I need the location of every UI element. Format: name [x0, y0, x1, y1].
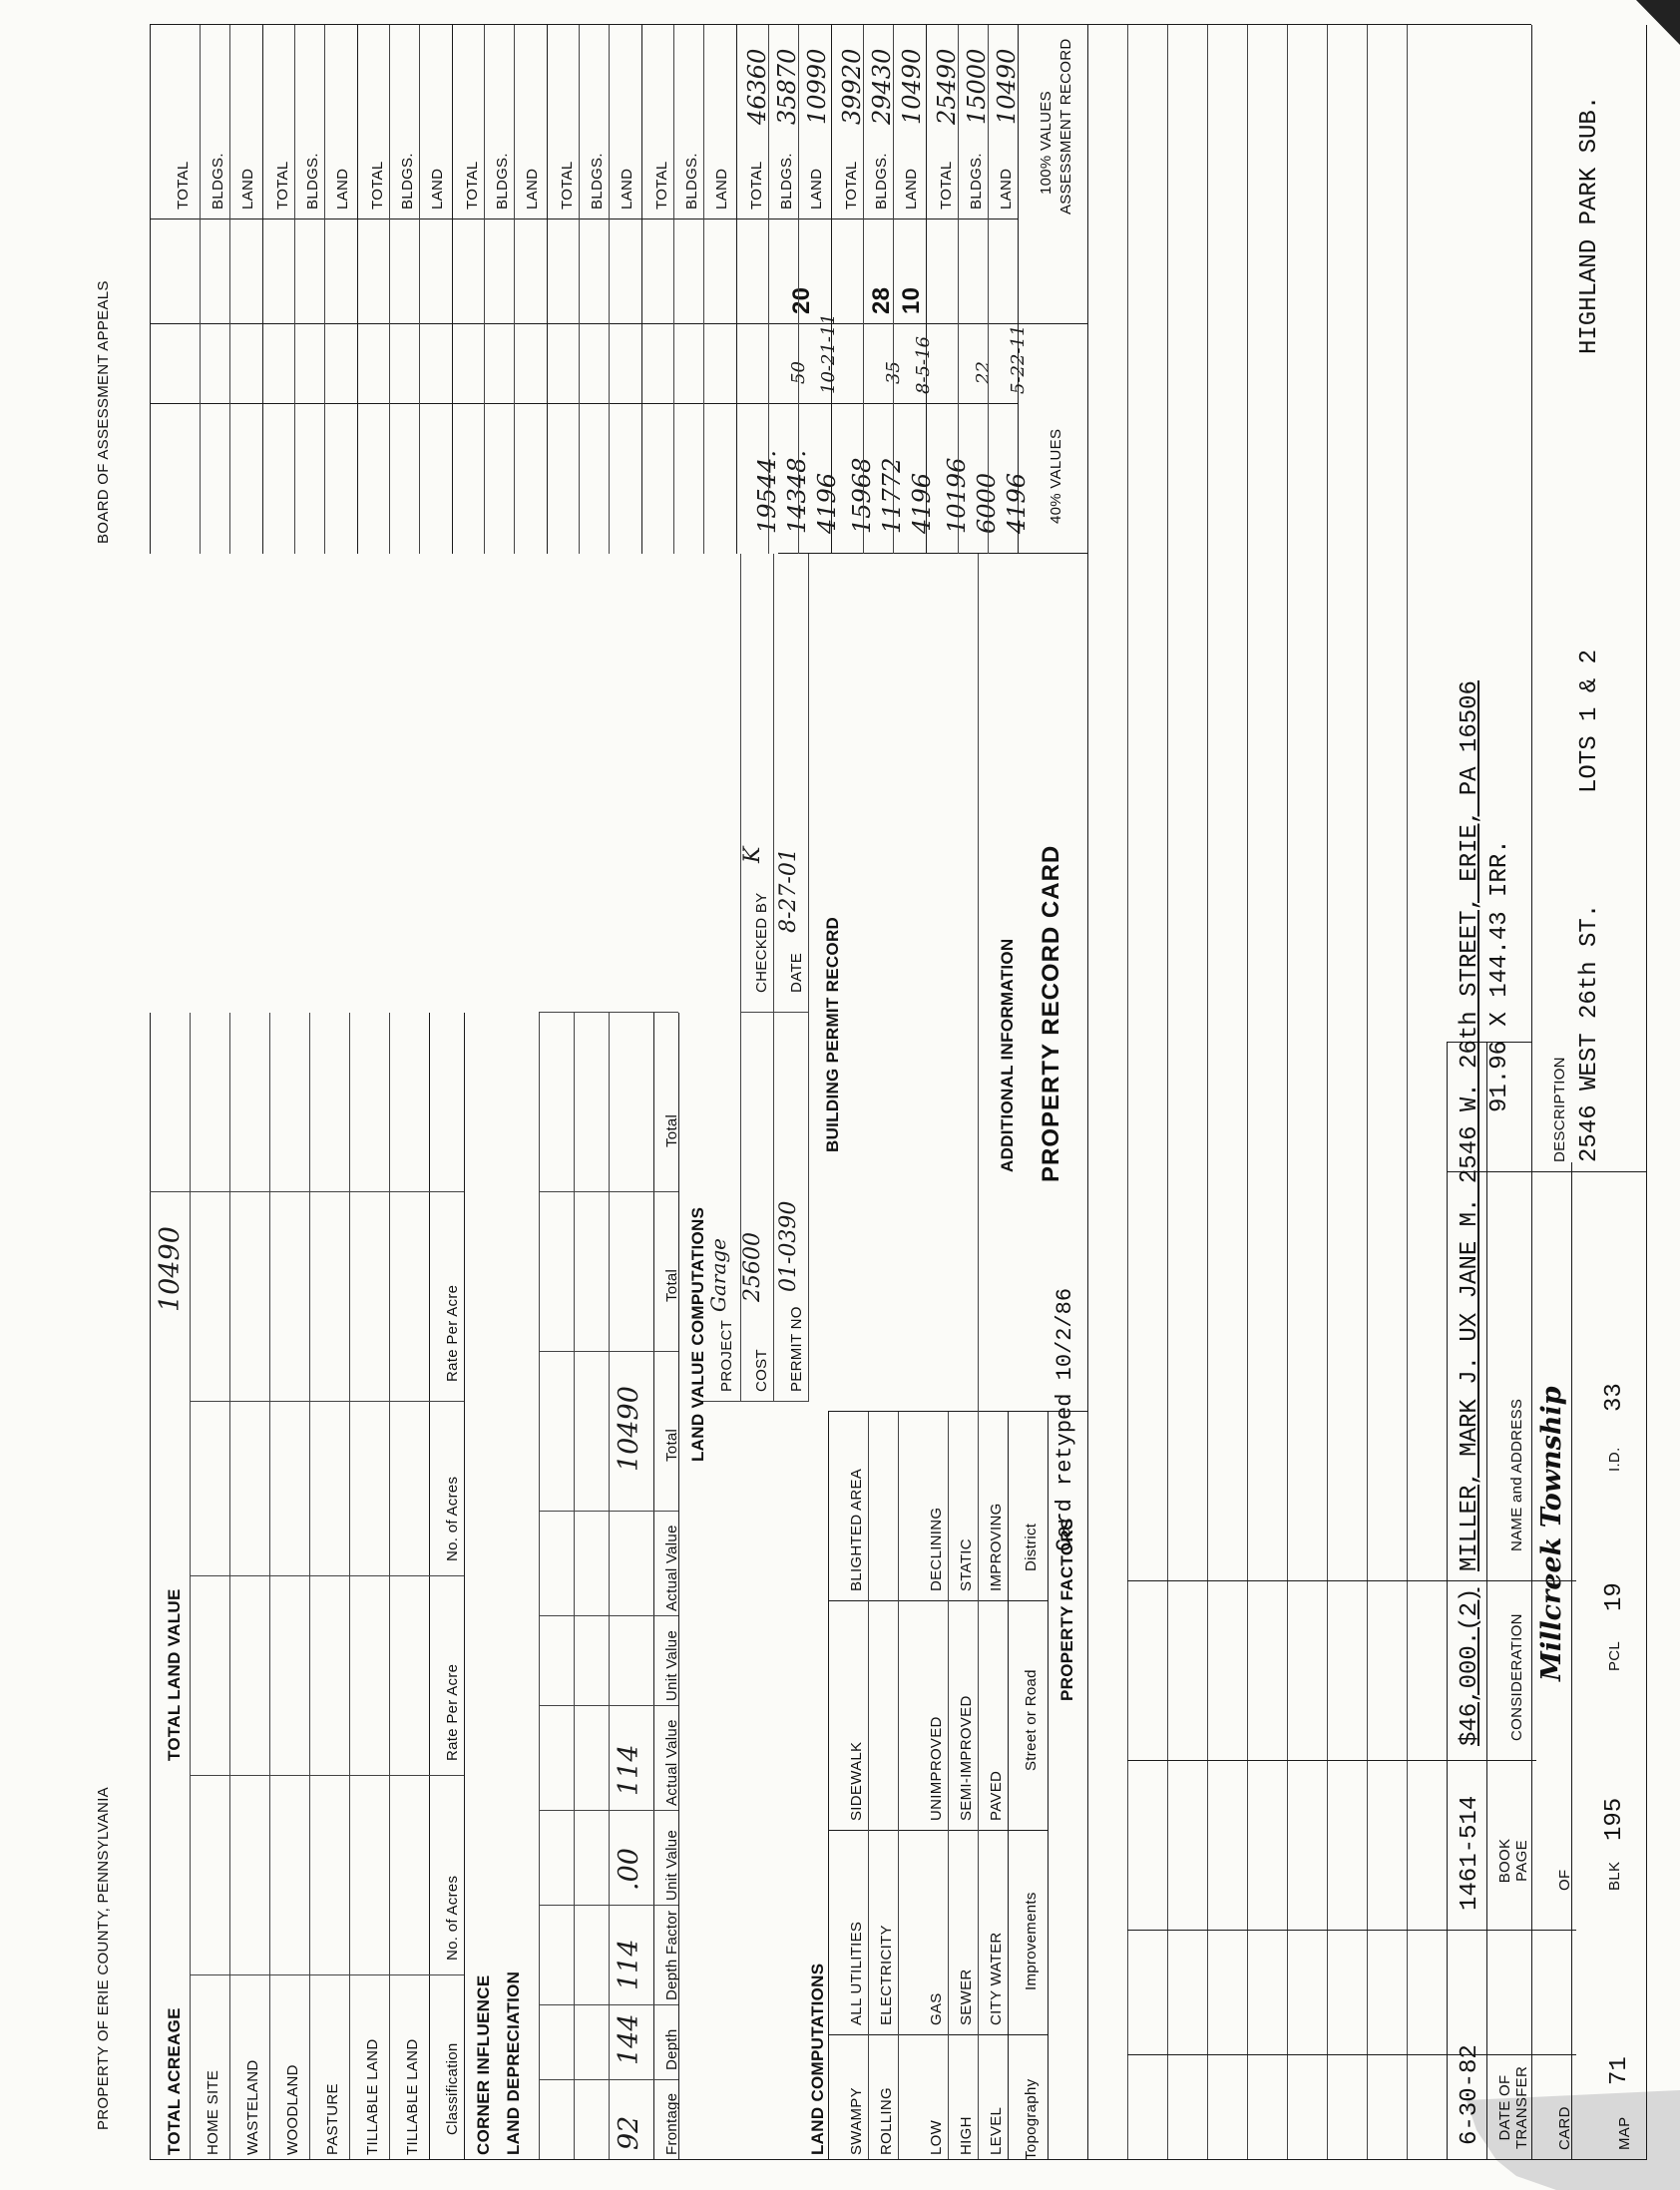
permit-title: BUILDING PERMIT RECORD	[823, 916, 842, 1152]
transfer-name-address: MILLER, MARK J. UX JANE M. 2546 W. 26th STREET, ERIE, PA 16506	[1457, 680, 1483, 1571]
street-sidewalk: SIDEWALK	[848, 1741, 865, 1821]
permit-no-value: 01-0390	[776, 1200, 801, 1292]
col-total-1: Total	[663, 1428, 680, 1462]
district-blighted-area: BLIGHTED AREA	[848, 1468, 865, 1591]
asmt-bldgs-5: BLDGS.	[589, 153, 606, 210]
col-actual-value-2: Actual Value	[663, 1525, 680, 1611]
date-0: 5-22-11	[1008, 324, 1029, 394]
class-tillable-1: TILLABLE LAND	[404, 2038, 421, 2155]
date-2: 8-5-16	[913, 336, 934, 394]
col-frontage: Frontage	[663, 2092, 680, 2155]
topo-rolling: ROLLING	[878, 2087, 895, 2155]
col-consideration: CONSIDERATION	[1508, 1613, 1525, 1741]
record-card-title: PROPERTY RECORD CARD	[1038, 844, 1064, 1182]
asmt-land-4: LAND	[713, 168, 730, 210]
col-book-page: BOOK PAGE	[1496, 1838, 1530, 1884]
col-total-2: Total	[663, 1268, 680, 1302]
asmt-bldgs-7: BLDGS.	[399, 153, 416, 210]
col-street-road: Street or Road	[1023, 1669, 1040, 1771]
col-district: District	[1023, 1523, 1040, 1571]
district-static: STATIC	[958, 1538, 975, 1591]
date-5: 50	[788, 361, 809, 384]
map-label: MAP	[1616, 2116, 1633, 2150]
map-value: 71	[1606, 2056, 1633, 2085]
col-improvements: Improvements	[1023, 1892, 1040, 1990]
township-logo: Millcreek Township	[1536, 1386, 1567, 1681]
asmt-total-1: TOTAL	[938, 161, 955, 210]
topo-swampy: SWAMPY	[848, 2087, 865, 2155]
v40-1: 6000	[973, 472, 1001, 534]
stamp-28: 28	[868, 286, 895, 314]
class-wasteland: WASTELAND	[244, 2059, 261, 2155]
street-semi-improved: SEMI-IMPROVED	[958, 1695, 975, 1821]
class-home-site: HOME SITE	[205, 2069, 221, 2155]
col-classification: Classification	[444, 2042, 461, 2135]
col-rate-per-acre: Rate Per Acre	[444, 1663, 461, 1761]
blk-label: BLK	[1606, 1861, 1623, 1891]
asmt-total-7: TOTAL	[369, 161, 386, 210]
description-dimensions: 91.96 X 144.43 IRR.	[1486, 839, 1513, 1112]
project-value: Garage	[706, 1237, 730, 1312]
description-label: DESCRIPTION	[1551, 1057, 1568, 1162]
permit-cost-value: 25600	[740, 1232, 765, 1302]
col-no-of-acres-2: No. of Acres	[444, 1476, 461, 1561]
col-name-address: NAME and ADDRESS	[1508, 1398, 1525, 1551]
class-tillable-2: TILLABLE LAND	[364, 2038, 381, 2155]
class-pasture: PASTURE	[324, 2083, 341, 2155]
topo-level: LEVEL	[988, 2106, 1005, 2155]
asmt-v5: 39920	[838, 48, 866, 125]
permit-date-label: DATE	[788, 952, 805, 993]
asmt-bldgs-1: BLDGS.	[968, 153, 985, 210]
description-subdivision: HIGHLAND PARK SUB.	[1576, 95, 1603, 354]
district-declining: DECLINING	[928, 1507, 945, 1591]
asmt-v7: 35870	[773, 48, 801, 125]
description-address: 2546 WEST 26th ST.	[1576, 903, 1603, 1162]
district-improving: IMPROVING	[988, 1503, 1005, 1591]
lvc-total-value: 10490	[614, 1386, 644, 1472]
lvc-title: LAND VALUE COMPUTATIONS	[688, 1206, 707, 1462]
asmt-land-2: LAND	[903, 168, 920, 210]
date-1: 22	[973, 361, 994, 384]
impr-electricity: ELECTRICITY	[878, 1925, 895, 2025]
asmt-v1: 15000	[963, 48, 991, 125]
asmt-land-1: LAND	[998, 168, 1015, 210]
col-total-3: Total	[663, 1113, 680, 1147]
assessment-title: ASSESSMENT RECORD	[1057, 38, 1074, 215]
footer-left: PROPERTY OF ERIE COUNTY, PENNSYLVANIA	[95, 1787, 112, 2130]
total-acreage-label: TOTAL ACREAGE	[165, 2007, 184, 2155]
topo-low: LOW	[928, 2119, 945, 2155]
impr-city-water: CITY WATER	[988, 1932, 1005, 2025]
pcl-label: PCL	[1606, 1640, 1623, 1671]
v40-0: 4196	[1003, 472, 1031, 534]
v40-3: 4196	[908, 472, 936, 534]
asmt-total-9: TOTAL	[175, 161, 192, 210]
description-lots: LOTS 1 & 2	[1576, 649, 1603, 793]
impr-gas: GAS	[928, 1992, 945, 2025]
asmt-v2: 25490	[933, 48, 961, 125]
additional-info: ADDITIONAL INFORMATION	[998, 938, 1017, 1172]
asmt-bldgs-9: BLDGS.	[210, 153, 226, 210]
asmt-land-5: LAND	[619, 168, 635, 210]
col-rate-per-acre-2: Rate Per Acre	[444, 1284, 461, 1382]
id-value: 33	[1601, 1383, 1628, 1412]
street-paved: PAVED	[988, 1770, 1005, 1821]
checked-by-label: CHECKED BY	[753, 892, 770, 993]
pcl-value: 19	[1601, 1582, 1628, 1611]
asmt-total-5: TOTAL	[559, 161, 576, 210]
col-no-of-acres: No. of Acres	[444, 1875, 461, 1961]
depth-value: 144	[614, 2013, 644, 2065]
total-land-value-label: TOTAL LAND VALUE	[165, 1588, 184, 1761]
impr-all-utilities: ALL UTILITIES	[848, 1921, 865, 2025]
checked-by-value: K	[740, 846, 765, 863]
asmt-bldgs-2: BLDGS.	[873, 153, 890, 210]
asmt-total-4: TOTAL	[653, 161, 670, 210]
street-unimproved: UNIMPROVED	[928, 1716, 945, 1821]
total-land-value: 10490	[155, 1226, 186, 1312]
card-label: CARD	[1556, 2106, 1573, 2150]
project-label: PROJECT	[718, 1319, 735, 1392]
id-label: I.D.	[1606, 1447, 1623, 1472]
v40-5: 15968	[848, 457, 876, 534]
v40-4: 11772	[878, 457, 906, 534]
col-depth-factor: Depth Factor	[663, 1910, 680, 2000]
col-actual-value: Actual Value	[663, 1719, 680, 1806]
date-3: 35	[883, 361, 904, 384]
retyped-note: Card retyped 10/2/86	[1052, 1287, 1077, 1551]
asmt-bldgs-4: BLDGS.	[683, 153, 700, 210]
land-computations-title: LAND COMPUTATIONS	[808, 1963, 827, 2155]
asmt-v4: 29430	[868, 48, 896, 125]
col-date-of-transfer: DATE OF TRANSFER	[1496, 2065, 1530, 2150]
asmt-land-8: LAND	[334, 168, 351, 210]
frontage-value: 92	[614, 2115, 644, 2150]
asmt-bldgs-6: BLDGS.	[494, 153, 511, 210]
asmt-v0: 10490	[993, 48, 1021, 125]
transfer-book-page: 1461-514	[1457, 1795, 1483, 1911]
blk-value: 195	[1601, 1797, 1628, 1841]
stamp-10: 10	[898, 286, 925, 314]
asmt-total-3: TOTAL	[748, 161, 765, 210]
asmt-land-7: LAND	[429, 168, 446, 210]
col-topography: Topography	[1023, 2078, 1040, 2160]
col-unit-value: Unit Value	[663, 1829, 680, 1901]
asmt-total-8: TOTAL	[274, 161, 291, 210]
land-depreciation-title: LAND DEPRECIATION	[504, 1971, 523, 2155]
asmt-land-9: LAND	[239, 168, 256, 210]
asmt-bldgs-3: BLDGS.	[778, 153, 795, 210]
v40-6: 4196	[813, 472, 841, 534]
v40-7: 14348.	[783, 450, 811, 534]
col-unit-value-2: Unit Value	[663, 1629, 680, 1701]
permit-no-label: PERMIT NO	[788, 1306, 805, 1392]
asmt-total-6: TOTAL	[464, 161, 481, 210]
values-40-title: 40% VALUES	[1048, 428, 1064, 524]
asmt-total-2: TOTAL	[843, 161, 860, 210]
asmt-land-6: LAND	[524, 168, 541, 210]
asmt-v6: 10990	[803, 48, 831, 125]
class-woodland: WOODLAND	[284, 2064, 301, 2155]
unit-value: .00	[614, 1848, 644, 1891]
asmt-v8: 46360	[743, 48, 771, 125]
transfer-consideration: $46,000.(2)	[1457, 1587, 1483, 1746]
stamp-20: 20	[788, 286, 815, 314]
transfer-date: 6-30-82	[1457, 2044, 1483, 2145]
impr-sewer: SEWER	[958, 1969, 975, 2025]
of-label: OF	[1556, 1869, 1573, 1891]
v40-2: 10196	[943, 457, 971, 534]
footer-right: BOARD OF ASSESSMENT APPEALS	[95, 280, 112, 544]
permit-cost-label: COST	[753, 1349, 770, 1392]
property-factors-title: PROPERTY FACTORS	[1057, 1518, 1076, 1701]
actual-value: 114	[614, 1744, 644, 1796]
depth-factor-value: 114	[614, 1939, 644, 1990]
col-depth: Depth	[663, 2028, 680, 2070]
corner-influence-title: CORNER INFLUENCE	[474, 1974, 493, 2155]
assessment-subtitle: 100% VALUES	[1038, 91, 1054, 195]
topo-high: HIGH	[958, 2116, 975, 2155]
asmt-bldgs-8: BLDGS.	[304, 153, 321, 210]
date-4: 10-21-11	[818, 313, 839, 394]
asmt-land-3: LAND	[808, 168, 825, 210]
permit-date-value: 8-27-01	[776, 848, 801, 933]
v40-8: 19544.	[753, 450, 781, 534]
asmt-v3: 10490	[898, 48, 926, 125]
